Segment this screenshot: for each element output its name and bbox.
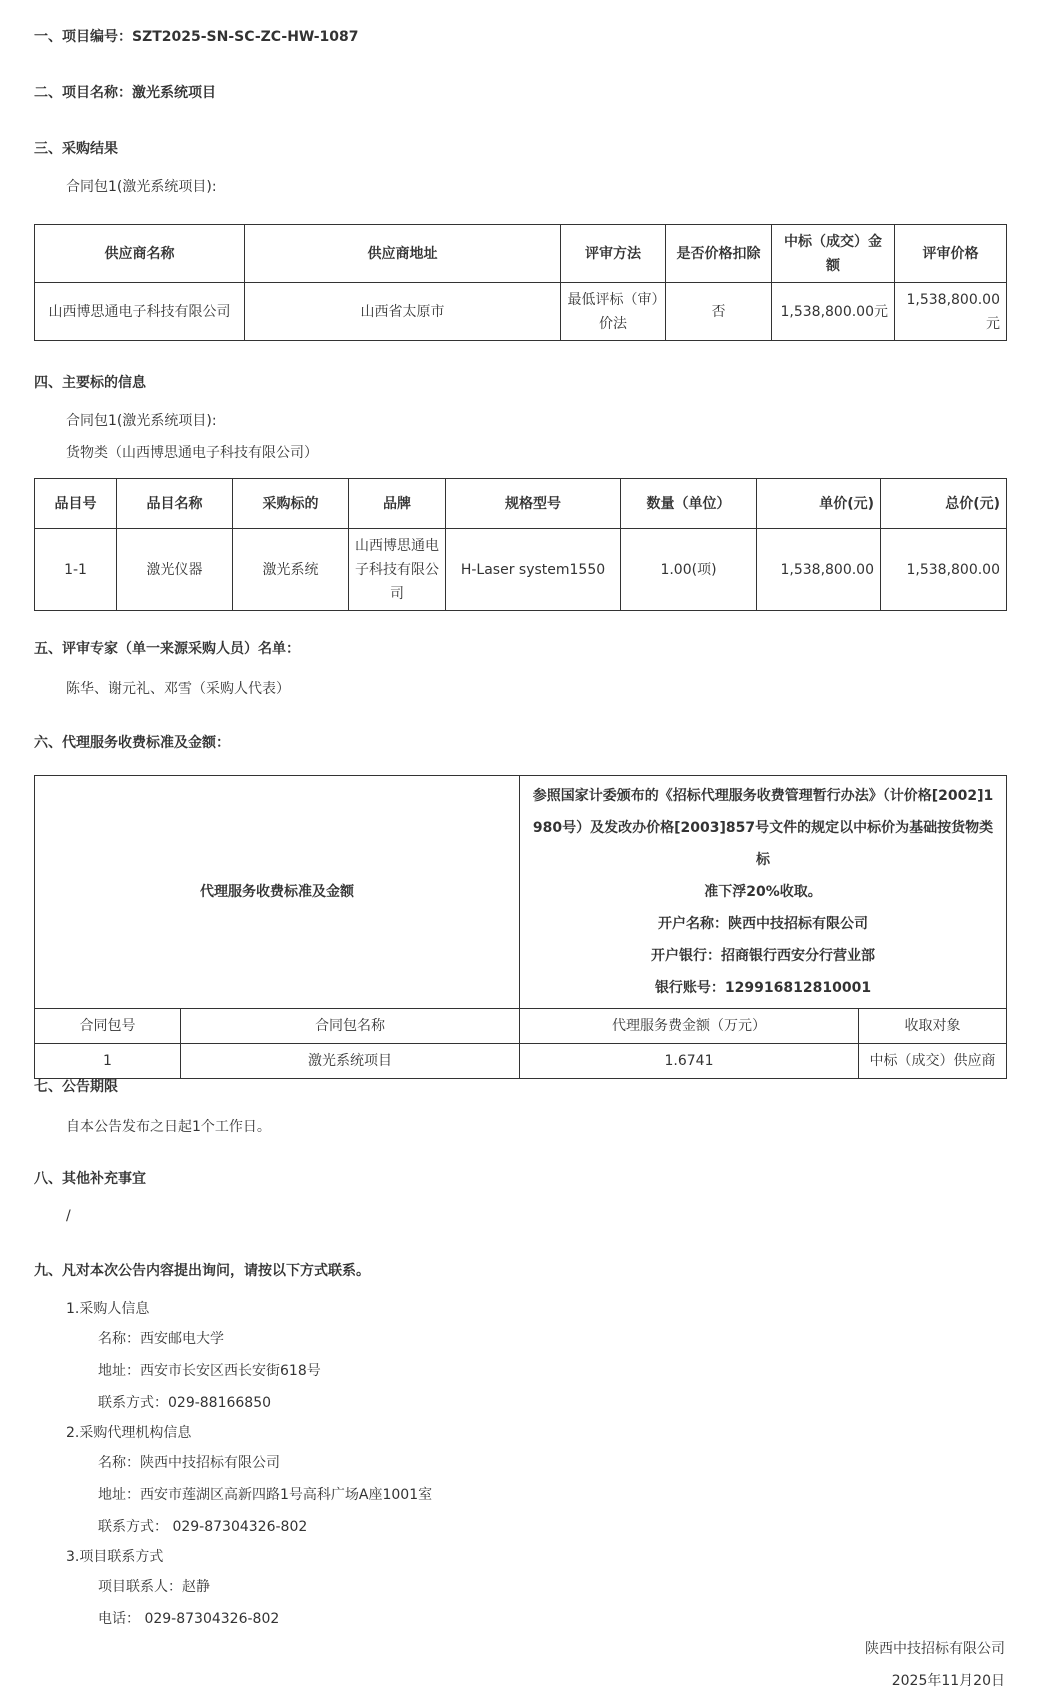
header-total-price: 总价(元) [881,479,1007,529]
review-experts-list: 陈华、谢元礼、邓雪（采购人代表） [66,681,290,697]
bank-name: 开户银行：招商银行西安分行营业部 [651,948,875,964]
procurement-result-heading: 三、采购结果 [34,141,118,157]
contact-heading: 九、凡对本次公告内容提出询问，请按以下方式联系。 [34,1263,370,1279]
account-name: 开户名称：陕西中技招标有限公司 [658,916,868,932]
quantity-cell: 1.00(项) [621,529,757,611]
fee-standard-label: 代理服务收费标准及金额 [35,776,520,1009]
supplier-name-cell: 山西博思通电子科技有限公司 [35,283,245,341]
notice-period-heading: 七、公告期限 [34,1079,118,1095]
project-contact-person: 项目联系人：赵静 [98,1579,210,1595]
other-matters-heading: 八、其他补充事宜 [34,1171,146,1187]
purchaser-contact: 联系方式：029-88166850 [98,1395,272,1411]
footer-date: 2025年11月20日 [891,1673,1005,1689]
header-brand: 品牌 [349,479,446,529]
purchaser-address: 地址：西安市长安区西长安街618号 [98,1363,321,1379]
fee-rule-line-2: 980号）及发改办价格[2003]857号文件的规定以中标价为基础按货物类标 [532,820,994,868]
header-supplier-address: 供应商地址 [245,225,561,283]
model-cell: H-Laser system1550 [446,529,621,611]
notice-period-content: 自本公告发布之日起1个工作日。 [66,1119,271,1135]
header-item-name: 品目名称 [117,479,233,529]
header-fee-target: 收取对象 [859,1009,1007,1044]
table-row [35,283,1007,341]
purchaser-info-title: 1.采购人信息 [66,1301,150,1317]
table-row [35,1044,1007,1079]
fee-standard-row [35,776,1007,1009]
fee-rule-line-1: 参照国家计委颁布的《招标代理服务收费管理暂行办法》（计价格[2002]1 [532,788,994,804]
main-target-heading: 四、主要标的信息 [34,375,146,391]
project-name-label: 二、项目名称： [34,85,132,101]
project-contact-phone: 电话： 029-87304326-802 [98,1611,280,1627]
header-bid-amount: 中标（成交）金额 [772,225,895,283]
header-quantity: 数量（单位） [621,479,757,529]
result-table-header-row [35,225,1007,283]
package-name-cell: 激光系统项目 [181,1044,520,1079]
procurement-target-cell: 激光系统 [233,529,349,611]
agency-info-title: 2.采购代理机构信息 [66,1425,192,1441]
header-procurement-target: 采购标的 [233,479,349,529]
header-fee-amount: 代理服务费金额（万元） [520,1009,859,1044]
unit-price-cell: 1,538,800.00 [757,529,881,611]
header-package-no: 合同包号 [35,1009,181,1044]
result-package-label: 合同包1(激光系统项目): [66,179,217,195]
package-no-cell: 1 [35,1044,181,1079]
header-review-method: 评审方法 [561,225,666,283]
project-number-value: SZT2025-SN-SC-ZC-HW-1087 [132,29,359,45]
supplier-address-cell: 山西省太原市 [245,283,561,341]
header-unit-price: 单价(元) [757,479,881,529]
agency-fee-table [34,775,1007,1079]
project-name-value: 激光系统项目 [132,85,216,101]
item-name-cell: 激光仪器 [117,529,233,611]
fee-table-header-row [35,1009,1007,1044]
project-number-heading [34,26,359,46]
target-table [34,478,1007,611]
fee-standard-content [520,776,1007,1009]
header-review-price: 评审价格 [895,225,1007,283]
header-package-name: 合同包名称 [181,1009,520,1044]
header-price-deduction: 是否价格扣除 [666,225,772,283]
purchaser-name: 名称：西安邮电大学 [98,1331,224,1347]
review-method-cell: 最低评标（审）价法 [561,283,666,341]
header-supplier-name: 供应商名称 [35,225,245,283]
project-name-heading [34,82,216,102]
fee-amount-cell: 1.6741 [520,1044,859,1079]
fee-target-cell: 中标（成交）供应商 [859,1044,1007,1079]
other-matters-content: / [66,1208,71,1224]
agency-address: 地址：西安市莲湖区高新四路1号高科广场A座1001室 [98,1487,433,1503]
agency-fee-heading: 六、代理服务收费标准及金额： [34,735,230,751]
item-no-cell: 1-1 [35,529,117,611]
brand-cell: 山西博思通电子科技有限公司 [349,529,446,611]
result-table [34,224,1007,341]
bank-account-number: 银行账号：129916812810001 [654,980,872,996]
target-package-label: 合同包1(激光系统项目): [66,413,217,429]
review-price-cell: 1,538,800.00元 [895,283,1007,341]
price-deduction-cell: 否 [666,283,772,341]
agency-name: 名称：陕西中技招标有限公司 [98,1455,280,1471]
bid-amount-cell: 1,538,800.00元 [772,283,895,341]
goods-category-label: 货物类（山西博思通电子科技有限公司） [66,445,318,461]
target-table-header-row [35,479,1007,529]
header-item-no: 品目号 [35,479,117,529]
header-model: 规格型号 [446,479,621,529]
agency-contact: 联系方式： 029-87304326-802 [98,1519,308,1535]
project-number-label: 一、项目编号： [34,29,132,45]
total-price-cell: 1,538,800.00 [881,529,1007,611]
project-contact-title: 3.项目联系方式 [66,1549,164,1565]
footer-company: 陕西中技招标有限公司 [865,1641,1005,1657]
fee-rule-line-3: 准下浮20%收取。 [704,884,822,900]
review-experts-heading: 五、评审专家（单一来源采购人员）名单： [34,641,300,657]
table-row [35,529,1007,611]
